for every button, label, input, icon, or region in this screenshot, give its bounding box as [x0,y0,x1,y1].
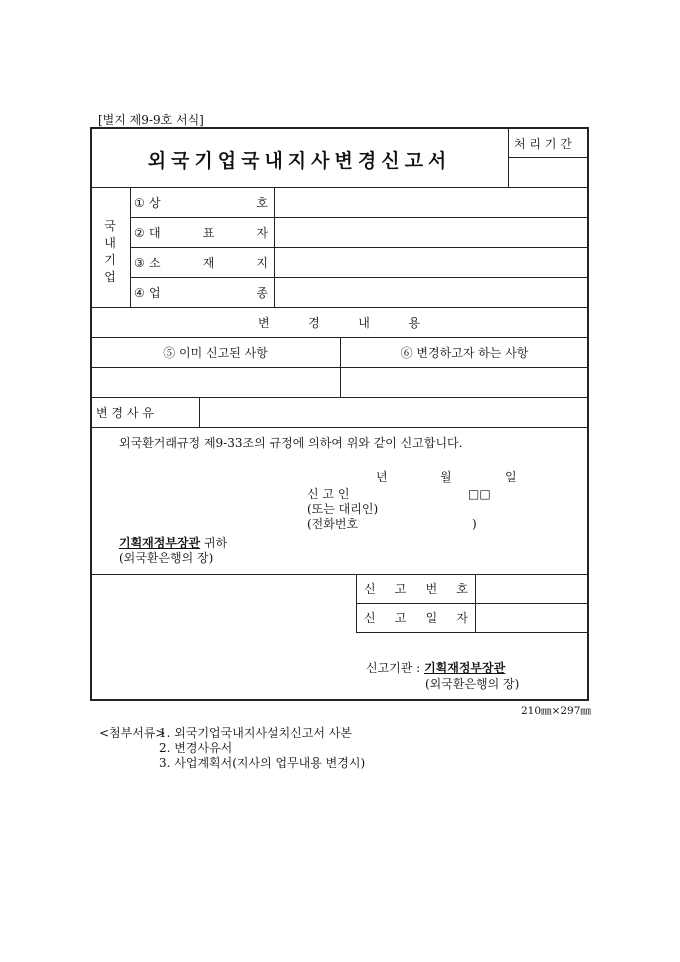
previous-items-field[interactable] [92,368,340,397]
row-number-1: ① [134,196,145,210]
agency-sub: (외국환은행의 장) [425,677,520,691]
seal-mark: □□ [468,487,491,501]
reporting-agency [366,661,505,675]
change-content-header: 변 경 내 용 [258,316,420,330]
declarant-label: 신 고 인 [307,487,350,501]
form-number: [별지 제9-9호 서식] [98,113,204,127]
agency-label: 신고기관 : [366,661,421,675]
location-label: 소 재 지 [149,256,268,270]
attachment-item-2: 2. 변경사유서 [159,741,233,755]
attachment-item-3: 3. 사업계획서(지사의 업무내용 변경시) [159,756,366,770]
addressee [119,536,227,550]
agency-name: 기획재정부장관 [424,661,506,675]
row-number-2: ② [134,226,145,240]
frame-right [587,127,589,700]
paper-size: 210㎜×297㎜ [521,705,591,717]
change-reason-field[interactable] [200,398,587,427]
new-items-label: ⑥ 변경하고자 하는 사항 [400,346,529,360]
phone-label: (전화번호 [307,517,359,531]
processing-period-field[interactable] [509,158,587,187]
previous-items-label: ⑤ 이미 신고된 사항 [163,346,268,360]
addressee-sub: (외국환은행의 장) [119,551,214,565]
frame-left [90,127,92,700]
representative-label: 대 표 자 [149,226,268,240]
new-items-field[interactable] [341,368,587,397]
row-number-3: ③ [134,256,145,270]
agent-label: (또는 대리인) [307,502,379,516]
attachments-label: <첨부서류> [99,726,166,740]
frame-bottom [90,699,589,701]
business-type-label: 업 종 [149,286,268,300]
year-label: 년 [376,470,388,484]
month-label: 월 [440,470,452,484]
frame-top [90,127,588,129]
addressee-suffix: 귀하 [203,536,228,550]
report-number-label: 신 고 번 호 [364,582,468,596]
phone-close: ) [472,517,477,531]
report-number-field[interactable] [476,575,587,603]
processing-period-label: 처 리 기 간 [514,137,572,151]
company-name-label: 상 호 [149,196,268,210]
form-title: 외국기업국내지사변경신고서 [147,150,452,172]
report-date-field[interactable] [476,604,587,632]
report-date-label: 신 고 일 자 [364,611,468,625]
domestic-company-label: 국 내 기 업 [104,219,116,284]
row-number-4: ④ [134,286,145,300]
attachment-item-1: 1. 외국기업국내지사설치신고서 사본 [159,726,352,740]
day-label: 일 [505,470,517,484]
declaration-statement: 외국환거래규정 제9-33조의 규정에 의하여 위와 같이 신고합니다. [119,436,463,450]
addressee-name: 기획재정부장관 [119,536,201,550]
change-reason-label: 변 경 사 유 [96,406,154,420]
